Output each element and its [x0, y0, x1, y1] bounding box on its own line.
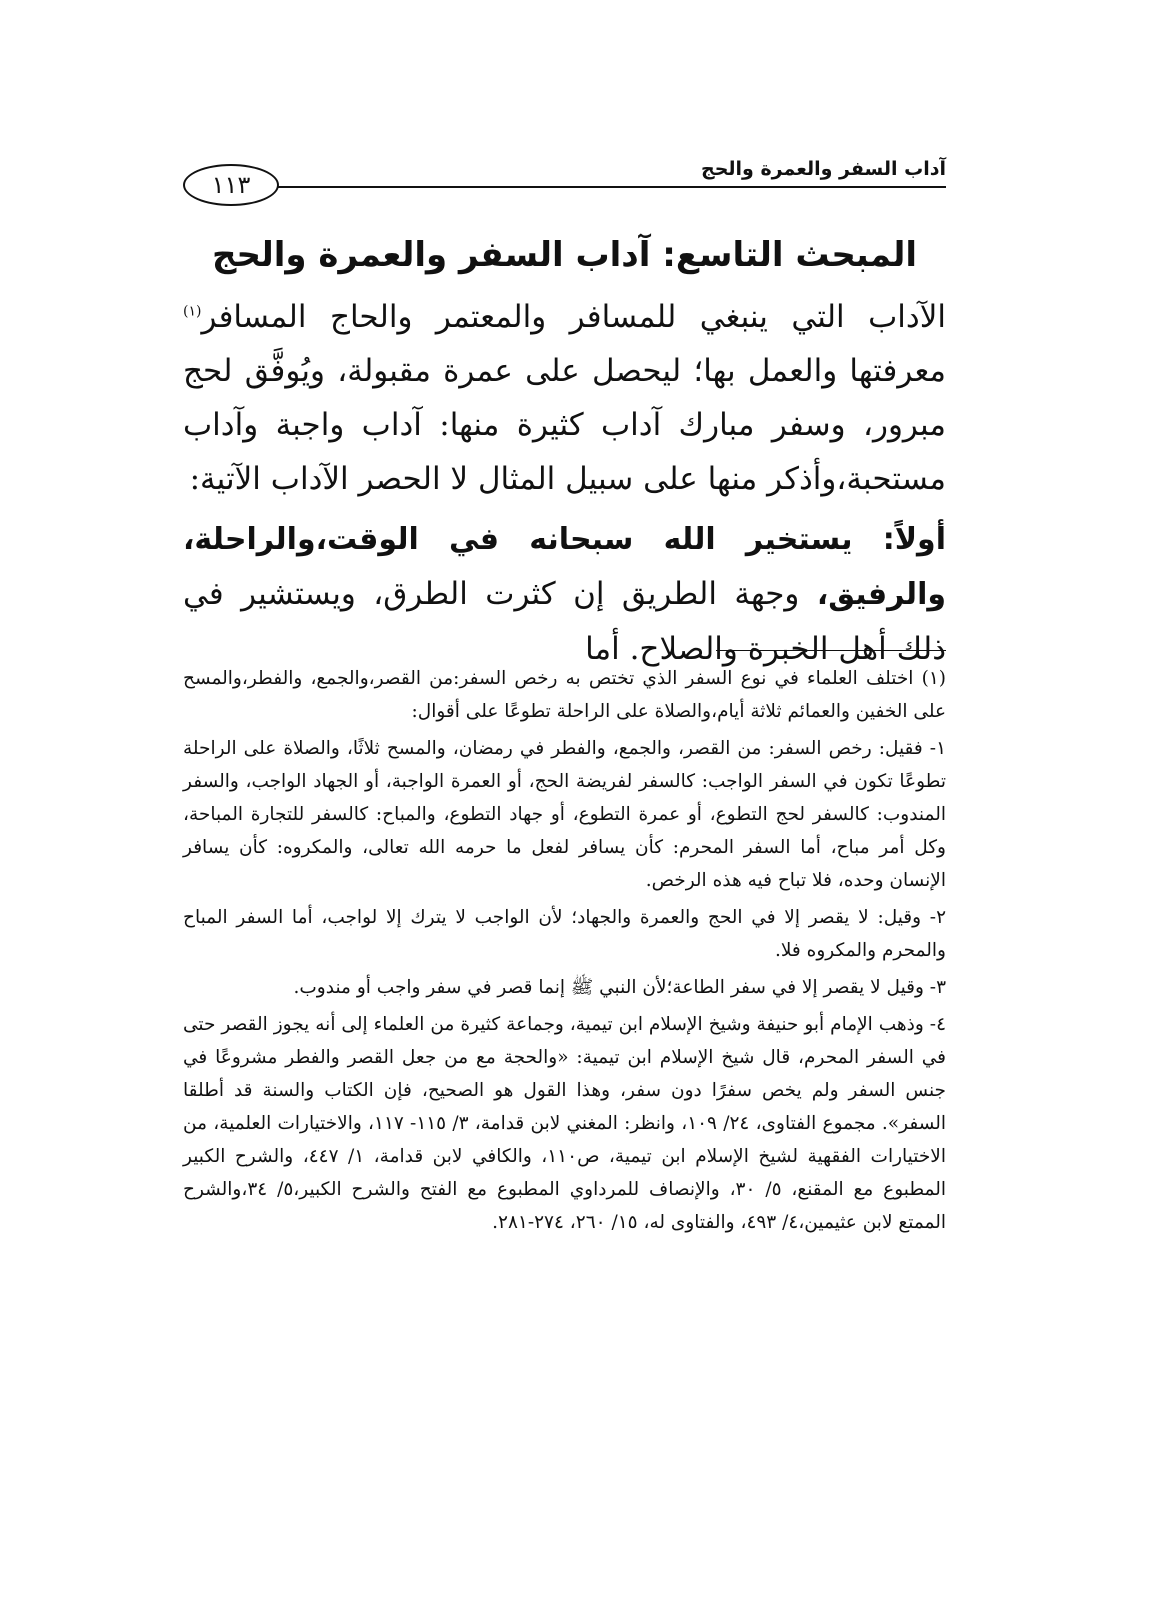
footnote-item-4: ٤- وذهب الإمام أبو حنيفة وشيخ الإسلام ابن تيمية، وجماعة كثيرة من العلماء إلى أنه يجوز القصر حتى في السفر المحرم، قال شيخ الإسلام ابن تيمية: «والحجة مع من جعل القصر والفطر مشروعًا في جنس السفر ولم يخص سفرًا دون سفر، وهذا القول هو الصحيح، فإن الكتاب والسنة قد أطلقا السفر». مجموع الفتاوى، ٢٤/ ١٠٩، وانظر: المغني لابن قدامة، ٣/ ١١٥- ١١٧، والاختيارات العلمية، من الاختيارات الفقهية لشيخ الإسلام ابن تيمية، ص١١٠، والكافي لابن قدامة، ١/ ٤٤٧، والشرح الكبير المطبوع مع المقنع، ٥/ ٣٠، والإنصاف للمرداوي المطبوع مع الفتح والشرح الكبير،٥/ ٣٤،والشرح الممتع لابن عثيمين،٤/ ٤٩٣، والفتاوى له، ١٥/ ٢٦٠، ٢٧٤-٢٨١. — [183, 1014, 946, 1233]
footnote-item-3: ٣- وقيل لا يقصر إلا في سفر الطاعة؛لأن النبي ﷺ إنما قصر في سفر واجب أو مندوب. — [293, 977, 946, 998]
chapter-title: المبحث التاسع: آداب السفر والعمرة والحج — [212, 235, 917, 275]
running-title: آداب السفر والعمرة والحج — [701, 158, 946, 180]
paragraph-first-etiquette — [183, 512, 946, 676]
footnote-item-2: ٢- وقيل: لا يقصر إلا في الحج والعمرة والجهاد؛ لأن الواجب لا يترك إلا لواجب، أما السفر المباح والمحرم والمكروه فلا. — [183, 907, 946, 961]
header-rule — [278, 186, 946, 188]
footnotes — [183, 662, 946, 1243]
intro-text: الآداب التي ينبغي للمسافر والمعتمر والحاج المسافر — [201, 299, 946, 335]
footnote-reference[interactable]: (١) — [183, 303, 202, 320]
page-number: ١١٣ — [183, 164, 279, 206]
first-etiquette-heading: أولاً: يستخير الله سبحانه في الوقت،والراحلة، والرفيق، — [183, 522, 946, 612]
intro-text-continued: معرفتها والعمل بها؛ ليحصل على عمرة مقبولة، ويُوفَّق لحج مبرور، وسفر مبارك آداب كثيرة منها: آداب واجبة وآداب مستحبة،وأذكر منها على سبيل المثال لا الحصر الآداب الآتية: — [183, 353, 946, 497]
footnote-1: (١) اختلف العلماء في نوع السفر الذي تختص به رخص السفر:من القصر،والجمع، والفطر،والمسح على الخفين والعمائم ثلاثة أيام،والصلاة على الراحلة تطوعًا على أقوال: — [183, 668, 946, 722]
paragraph-intro — [183, 290, 946, 506]
page-header — [183, 150, 946, 210]
footnote-item-1: ١- فقيل: رخص السفر: من القصر، والجمع، والفطر في رمضان، والمسح ثلاثًا، والصلاة على الراحلة تطوعًا تكون في السفر الواجب: كالسفر لفريضة الحج، أو العمرة الواجبة، أو الجهاد الواجب، والسفر المندوب: كالسفر لحج التطوع، أو عمرة التطوع، أو جهاد التطوع، والمباح: كالسفر للتجارة المباحة، وكل أمر مباح، أما السفر المحرم: كأن يسافر لفعل ما حرمه الله تعالى، والمكروه: كأن يسافر الإنسان وحده، فلا تباح فيه هذه الرخص. — [183, 738, 946, 891]
main-text — [183, 290, 946, 676]
first-etiquette-text: وجهة الطريق إن كثرت الطرق، ويستشير في ذلك أهل الخبرة والصلاح. أما — [183, 576, 946, 667]
footnote-separator — [716, 650, 946, 651]
